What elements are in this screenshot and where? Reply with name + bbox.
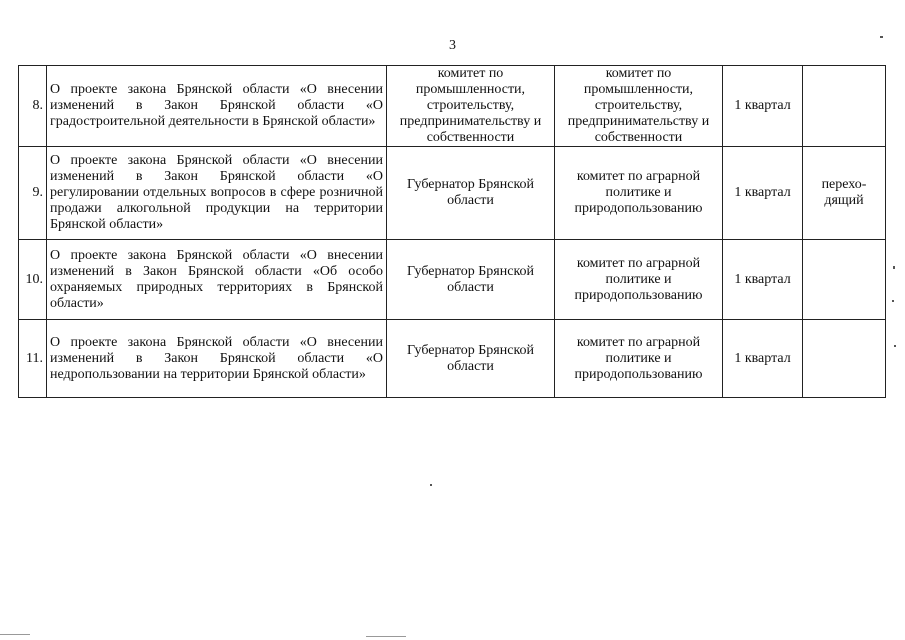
row-number: 9. — [19, 147, 47, 240]
scan-speck — [892, 300, 894, 302]
row-title: О проекте закона Брянской области «О внесении изменений в Закон Брянской области «Об особо охраняемых природных территориях в Брянской области» — [47, 240, 387, 320]
row-committee: комитет по промышленности, строительству, предпринимательству и собственности — [555, 66, 723, 147]
scan-speck — [366, 636, 406, 637]
table-row — [19, 66, 886, 147]
row-initiator: комитет по промышленности, строительству, предпринимательству и собственности — [387, 66, 555, 147]
row-number: 10. — [19, 240, 47, 320]
row-initiator: Губернатор Брянской области — [387, 147, 555, 240]
row-committee: комитет по аграрной политике и природопользованию — [555, 320, 723, 398]
row-note — [803, 66, 886, 147]
row-term: 1 квартал — [723, 147, 803, 240]
row-term: 1 квартал — [723, 320, 803, 398]
row-number: 8. — [19, 66, 47, 147]
row-term: 1 квартал — [723, 240, 803, 320]
page-number: 3 — [449, 38, 456, 53]
row-initiator: Губернатор Брянской области — [387, 320, 555, 398]
row-title: О проекте закона Брянской области «О внесении изменений в Закон Брянской области «О регулировании отдельных вопросов в сфере розничной продажи алкогольной продукции на территории Брянской области» — [47, 147, 387, 240]
table-row — [19, 147, 886, 240]
row-term: 1 квартал — [723, 66, 803, 147]
table-row — [19, 240, 886, 320]
plan-table — [18, 65, 886, 398]
row-committee: комитет по аграрной политике и природопользованию — [555, 147, 723, 240]
scan-speck — [893, 266, 895, 269]
row-title: О проекте закона Брянской области «О внесении изменений в Закон Брянской области «О градостроительной деятельности в Брянской области» — [47, 66, 387, 147]
scan-speck — [894, 345, 896, 347]
row-note: перехо-дящий — [803, 147, 886, 240]
row-note — [803, 240, 886, 320]
row-number: 11. — [19, 320, 47, 398]
scan-speck — [430, 484, 432, 486]
scan-speck — [0, 634, 30, 635]
scan-speck — [880, 36, 883, 38]
row-initiator: Губернатор Брянской области — [387, 240, 555, 320]
row-committee: комитет по аграрной политике и природопользованию — [555, 240, 723, 320]
row-title: О проекте закона Брянской области «О внесении изменений в Закон Брянской области «О недропользовании на территории Брянской области» — [47, 320, 387, 398]
row-note — [803, 320, 886, 398]
table-row — [19, 320, 886, 398]
